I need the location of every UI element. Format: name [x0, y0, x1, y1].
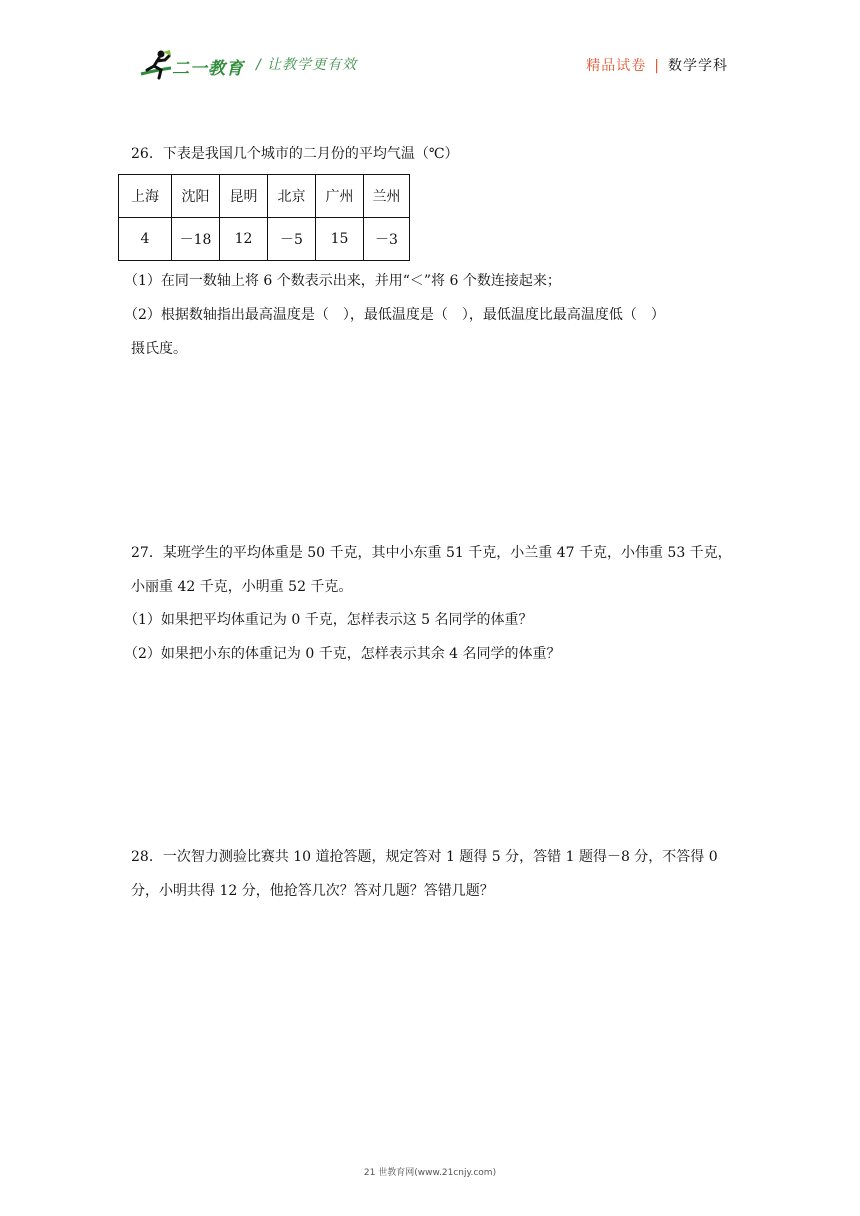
question-26-title — [131, 137, 741, 171]
question-27-part1: （1）如果把平均体重记为 0 千克，怎样表示这 5 名同学的体重？ — [124, 612, 533, 628]
question-27-part2: （2）如果把小东的体重记为 0 千克，怎样表示其余 4 名同学的体重？ — [124, 646, 561, 662]
temperature-table — [118, 174, 410, 261]
question-28-line2: 分，小明共得 12 分，他抢答几次？答对几题？答错几题？ — [131, 883, 494, 899]
city-cell: 北京 — [268, 175, 316, 218]
subject-label: 数学学科 — [668, 58, 728, 74]
temp-cell: －5 — [268, 218, 316, 261]
question-27-line2: 小丽重 42 千克，小明重 52 千克。 — [131, 579, 353, 595]
question-27-parts — [124, 603, 744, 671]
temp-cell: 12 — [220, 218, 268, 261]
header-separator: | — [654, 58, 660, 74]
question-28 — [131, 840, 751, 908]
table-row-cities — [119, 175, 410, 218]
paper-tag: 精品试卷 — [586, 58, 647, 74]
city-cell: 沈阳 — [172, 175, 220, 218]
question-27 — [131, 536, 751, 604]
question-26-parts — [124, 264, 744, 366]
city-cell: 广州 — [316, 175, 364, 218]
brand-slogan: / 让教学更有效 — [256, 57, 358, 73]
page-header — [0, 0, 860, 100]
brand-name: 二一教育 — [172, 59, 244, 79]
temp-cell: －18 — [172, 218, 220, 261]
temp-cell: 15 — [316, 218, 364, 261]
city-cell: 昆明 — [220, 175, 268, 218]
question-26-text: 26．下表是我国几个城市的二月份的平均气温（℃） — [131, 146, 459, 162]
question-27-line1: 27．某班学生的平均体重是 50 千克，其中小东重 51 千克，小兰重 47 千克，小伟重 53 千克， — [131, 545, 732, 561]
header-right — [586, 55, 728, 75]
page-footer: 21 世教育网(www.21cnjy.com) — [363, 1168, 497, 1178]
temp-cell: －3 — [364, 218, 410, 261]
table-row-temps — [119, 218, 410, 261]
city-cell: 兰州 — [364, 175, 410, 218]
city-cell: 上海 — [119, 175, 172, 218]
question-26-part2-line1: （2）根据数轴指出最高温度是（ ），最低温度是（ ），最低温度比最高温度低（ ） — [124, 307, 665, 323]
question-28-line1: 28．一次智力测验比赛共 10 道抢答题，规定答对 1 题得 5 分，答错 1 题得－8 分，不答得 0 — [131, 849, 718, 865]
temp-cell: 4 — [119, 218, 172, 261]
question-26-part1: （1）在同一数轴上将 6 个数表示出来，并用“＜”将 6 个数连接起来； — [124, 273, 561, 289]
question-26-part2-line2: 摄氏度。 — [131, 341, 187, 357]
